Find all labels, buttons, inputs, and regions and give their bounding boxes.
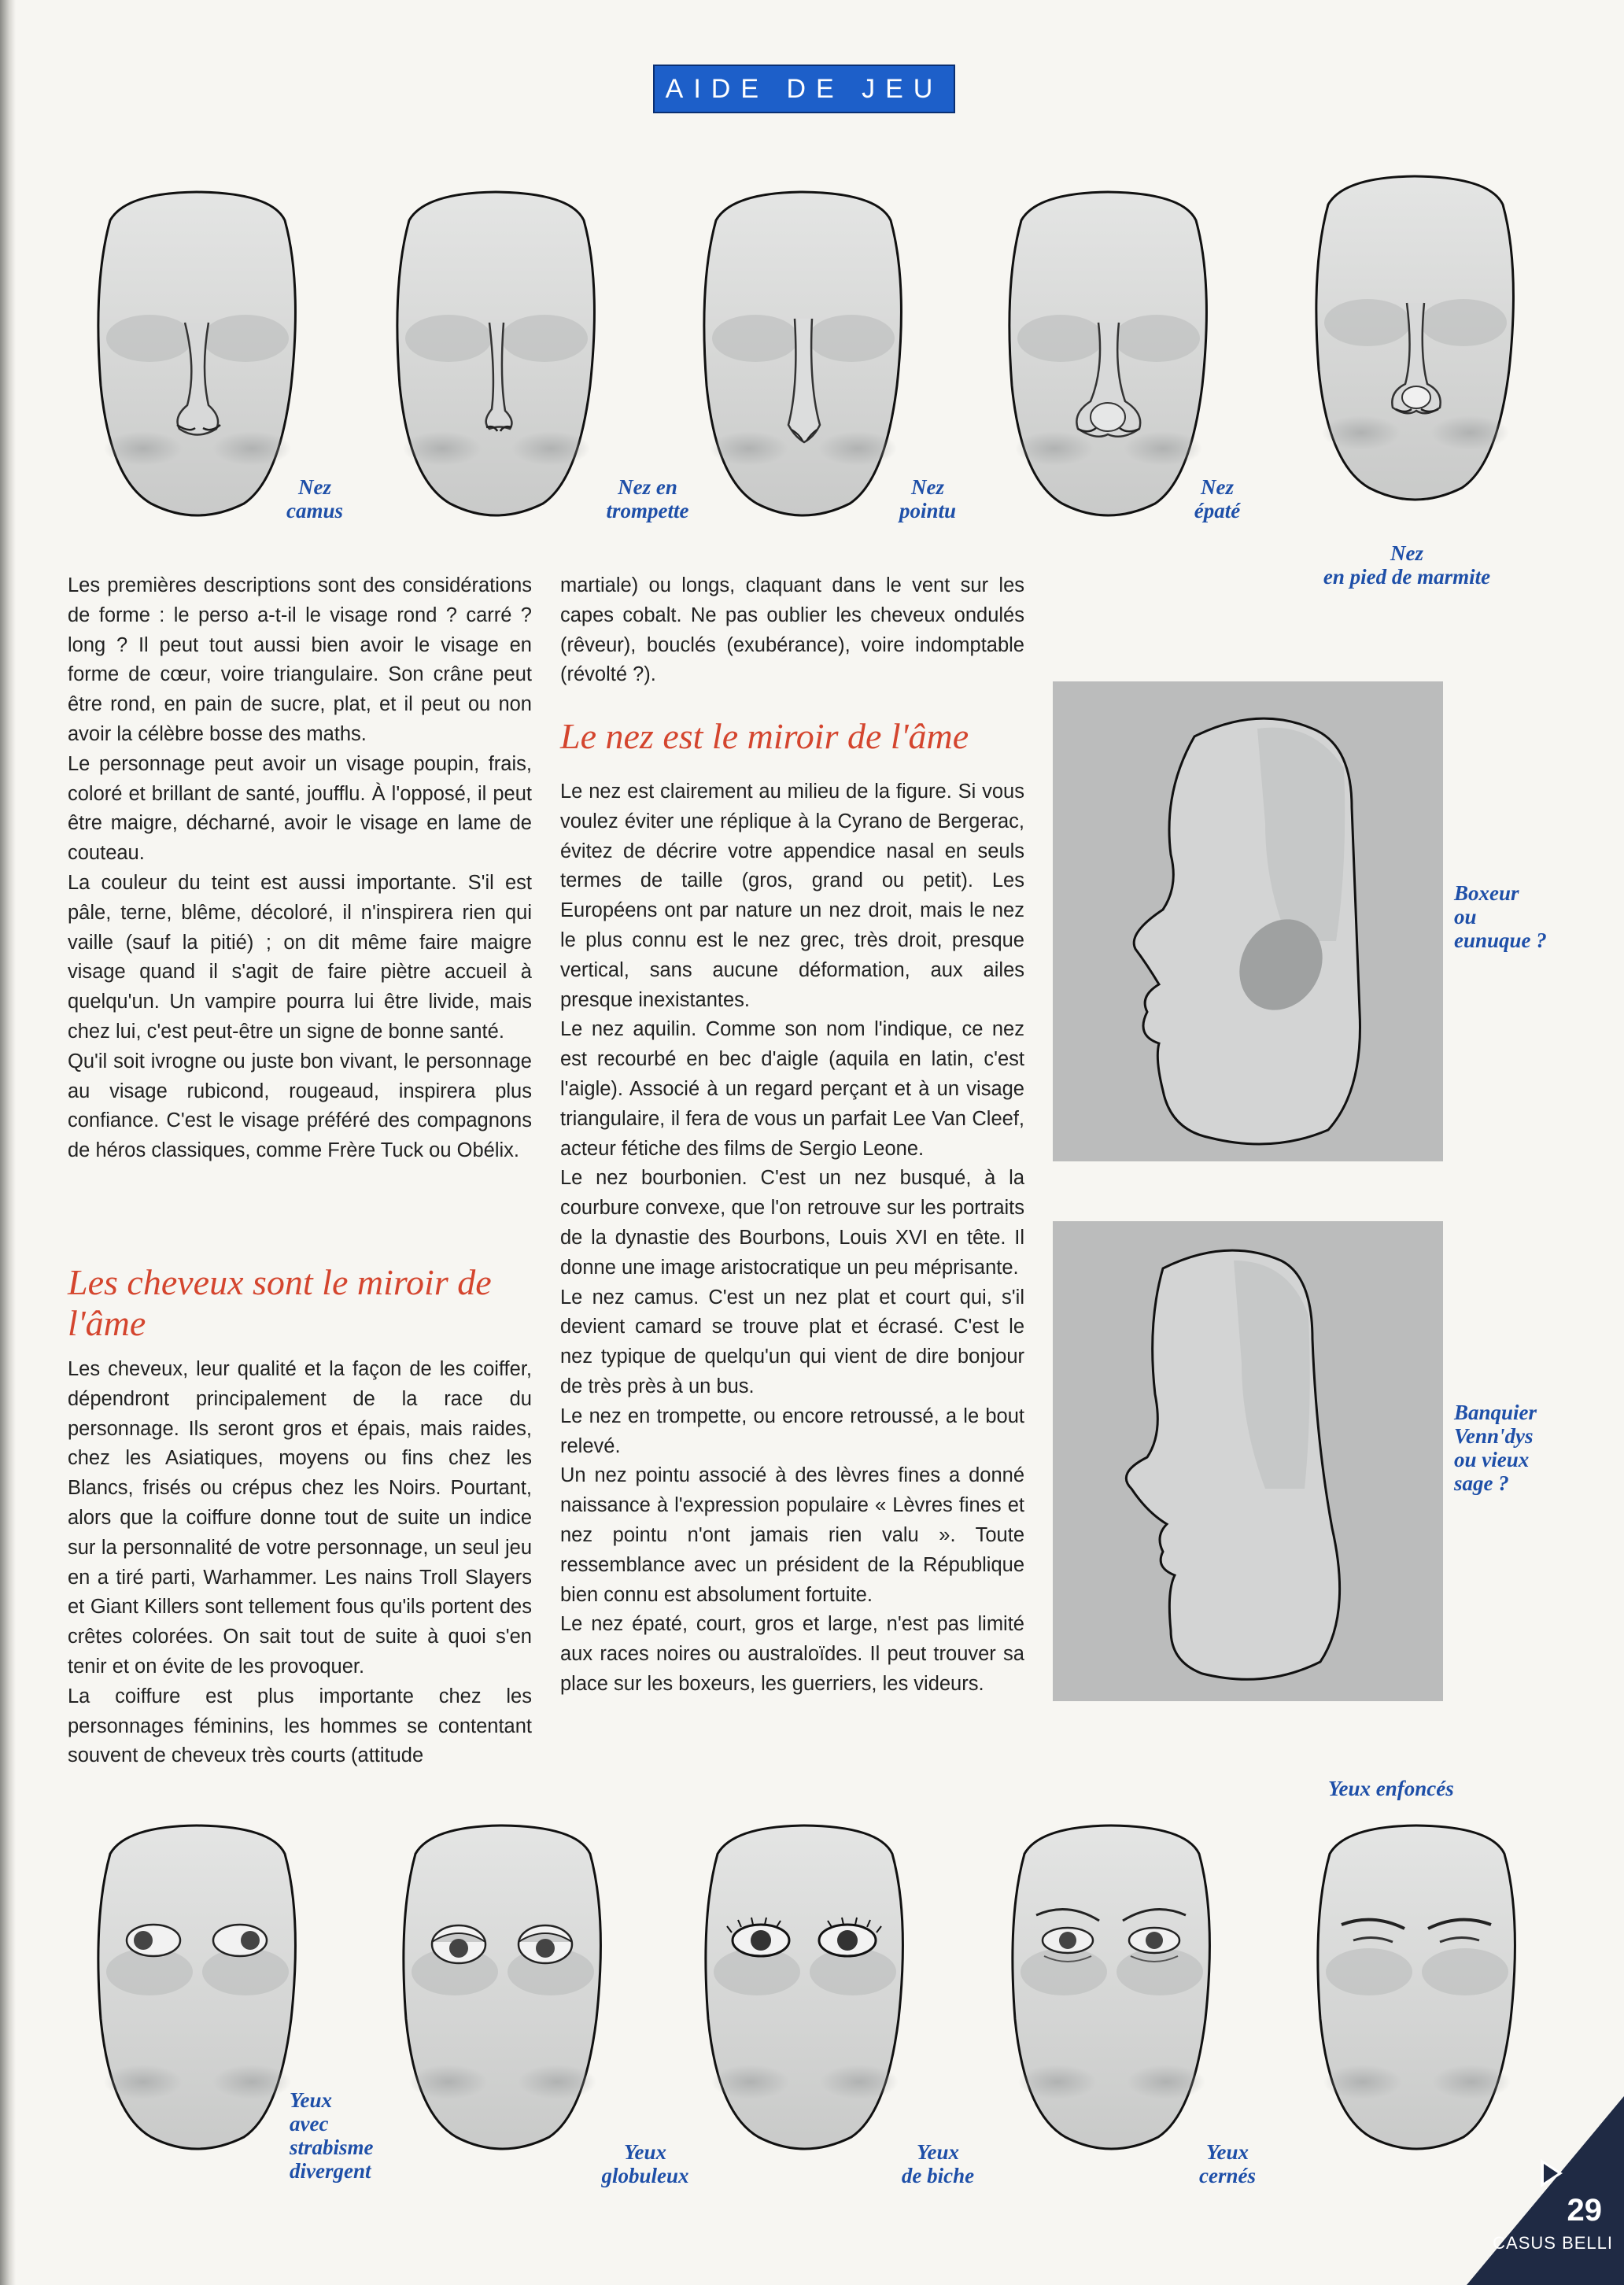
paragraph: La coiffure est plus importante chez les personnages féminins, les hommes se contentant souvent de cheveux très courts (attitude: [68, 1685, 532, 1767]
heading-nez: Le nez est le miroir de l'âme: [560, 716, 969, 756]
caption-yeux-de-biche: Yeux de biche: [901, 2140, 975, 2187]
caption-banquier: Banquier Venn'dys ou vieux sage ?: [1454, 1401, 1537, 1495]
paragraph: martiale) ou longs, claquant dans le vent sur les capes cobalt. Ne pas oublier les cheveux ondulés (rêveur), bouclés (exubérance), voire indomptable (révolté ?).: [560, 574, 1024, 686]
paragraph: Le nez est clairement au milieu de la figure. Si vous voulez éviter une réplique à la Cyrano de Bergerac, évitez de décrire votre appendice nasal en seuls termes de taille (gros, grand ou petit). Les Européens ont par nature un nez droit, mais le nez le plus connu est le nez grec, très droit, presque vertical, sans aucune déformation, aux ailes presque inexistantes.: [560, 781, 1024, 1011]
paragraph: Qu'il soit ivrogne ou juste bon vivant, le personnage au visage rubicond, rougeaud, inspirera plus confiance. C'est le visage préféré des compagnons de héros classiques, comme Frère Tuck ou Obélix.: [68, 1050, 532, 1162]
paragraph: Le nez en trompette, ou encore retroussé, a le bout relevé.: [560, 1405, 1024, 1457]
paragraph: Un nez pointu associé à des lèvres fines a donné naissance à l'expression populaire « Lèvres fines et nez pointu n'ont jamais rien valu ». Toute ressemblance avec un président de la République bien connu est absolument fortuite.: [560, 1464, 1024, 1606]
paragraph: Le personnage peut avoir un visage poupin, frais, coloré et brillant de santé, joufflu. À l'opposé, il peut être maigre, décharné, avoir le visage en lame de couteau.: [68, 752, 532, 865]
magazine-name: CASUS BELLI: [1493, 2233, 1613, 2253]
paragraph: Les premières descriptions sont des considérations de forme : le perso a-t-il le visage rond ? carré ? long ? Il peut tout aussi bien avoir le visage en forme de cœur, voire triangulaire. Son crâne peut être rond, en pain de sucre, plat, et il peut ou non avoir la célèbre bosse des maths.: [68, 574, 532, 745]
caption-nez-pointu: Nez pointu: [899, 475, 957, 522]
caption-nez-trompette: Nez en trompette: [606, 475, 689, 522]
face-yeux-strabisme: [79, 1822, 315, 2161]
face-nez-pied-de-marmite: [1297, 173, 1533, 511]
paragraph: Le nez camus. C'est un nez plat et court qui, s'il devient camard se trouve plat et écrasé. C'est le nez typique de quelqu'un qui vient de dire bonjour de très près à un bus.: [560, 1286, 1024, 1397]
caption-yeux-enfonces: Yeux enfoncés: [1328, 1777, 1454, 1800]
caption-boxeur: Boxeur ou eunuque ?: [1454, 881, 1547, 952]
caption-yeux-globuleux: Yeux globuleux: [601, 2140, 689, 2187]
paragraph: La couleur du teint est aussi importante. S'il est pâle, terne, blême, décoloré, il n'inspirera rien qui vaille (sauf la pitié) ; on dit même faire maigre visage quand il s'agit de faire piètre accueil à quelqu'un. Un vampire pourra lui être livide, mais chez lui, c'est peut-être un signe de bonne santé.: [68, 871, 532, 1043]
face-yeux-cernes: [993, 1822, 1229, 2161]
caption-nez-camus: Nez camus: [286, 475, 343, 522]
middle-column-text: [560, 777, 1024, 1700]
page-number: 29: [1567, 2193, 1602, 2228]
corner-triangle: [1467, 2096, 1624, 2285]
face-nez-trompette: [378, 189, 614, 527]
left-column-text: [68, 571, 532, 1166]
caption-nez-epate: Nez épaté: [1194, 475, 1241, 522]
page-spine-shadow: [0, 0, 16, 2285]
profile-panel-boxeur: [1053, 681, 1443, 1161]
caption-nez-pied-de-marmite: Nez en pied de marmite: [1323, 541, 1491, 589]
section-tag: AIDE DE JEU: [653, 65, 955, 113]
heading-cheveux: Les cheveux sont le miroir de l'âme: [68, 1262, 492, 1343]
face-yeux-globuleux: [384, 1822, 620, 2161]
caption-yeux-strabisme: Yeux avec strabisme divergent: [290, 2088, 374, 2183]
paragraph: Le nez épaté, court, gros et large, n'est pas limité aux races noires ou australoïdes. Il peut trouver sa place sur les boxeurs, les guerriers, les videurs.: [560, 1613, 1024, 1695]
middle-column-intro: [560, 571, 1024, 690]
paragraph: Le nez aquilin. Comme son nom l'indique, ce nez est recourbé en bec d'aigle (aquila en latin, c'est l'aigle). Associé à un regard perçant et à un visage triangulaire, il fera de vous un parfait Lee Van Cleef, acteur fétiche des films de Sergio Leone.: [560, 1018, 1024, 1160]
paragraph: Les cheveux, leur qualité et la façon de les coiffer, dépendront principalement de la race du personnage. Ils seront gros et épais, mais raides, chez les Asiatiques, moyens ou fins chez les Blancs, frisés ou crépus chez les Noirs. Pourtant, alors que la coiffure donne tout de suite un indice sur la personnalité de votre personnage, un seul jeu en a tiré parti, Warhammer. Les nains Troll Slayers et Giant Killers sont tellement fous qu'ils portent des crêtes colorées. On sait tout de suite à quoi s'en tenir et on évite de les provoquer.: [68, 1358, 532, 1678]
next-page-arrow-icon: [1541, 2159, 1563, 2187]
profile-panel-banquier: [1053, 1221, 1443, 1701]
face-yeux-de-biche: [686, 1822, 922, 2161]
paragraph: Le nez bourbonien. C'est un nez busqué, à la courbure convexe, que l'on retrouve sur les portraits de la dynastie des Bourbons, Louis XVI en tête. Il donne une image aristocratique un peu méprisante.: [560, 1167, 1024, 1279]
left-column-hair-text: [68, 1355, 532, 1771]
caption-yeux-cernes: Yeux cernés: [1199, 2140, 1256, 2187]
